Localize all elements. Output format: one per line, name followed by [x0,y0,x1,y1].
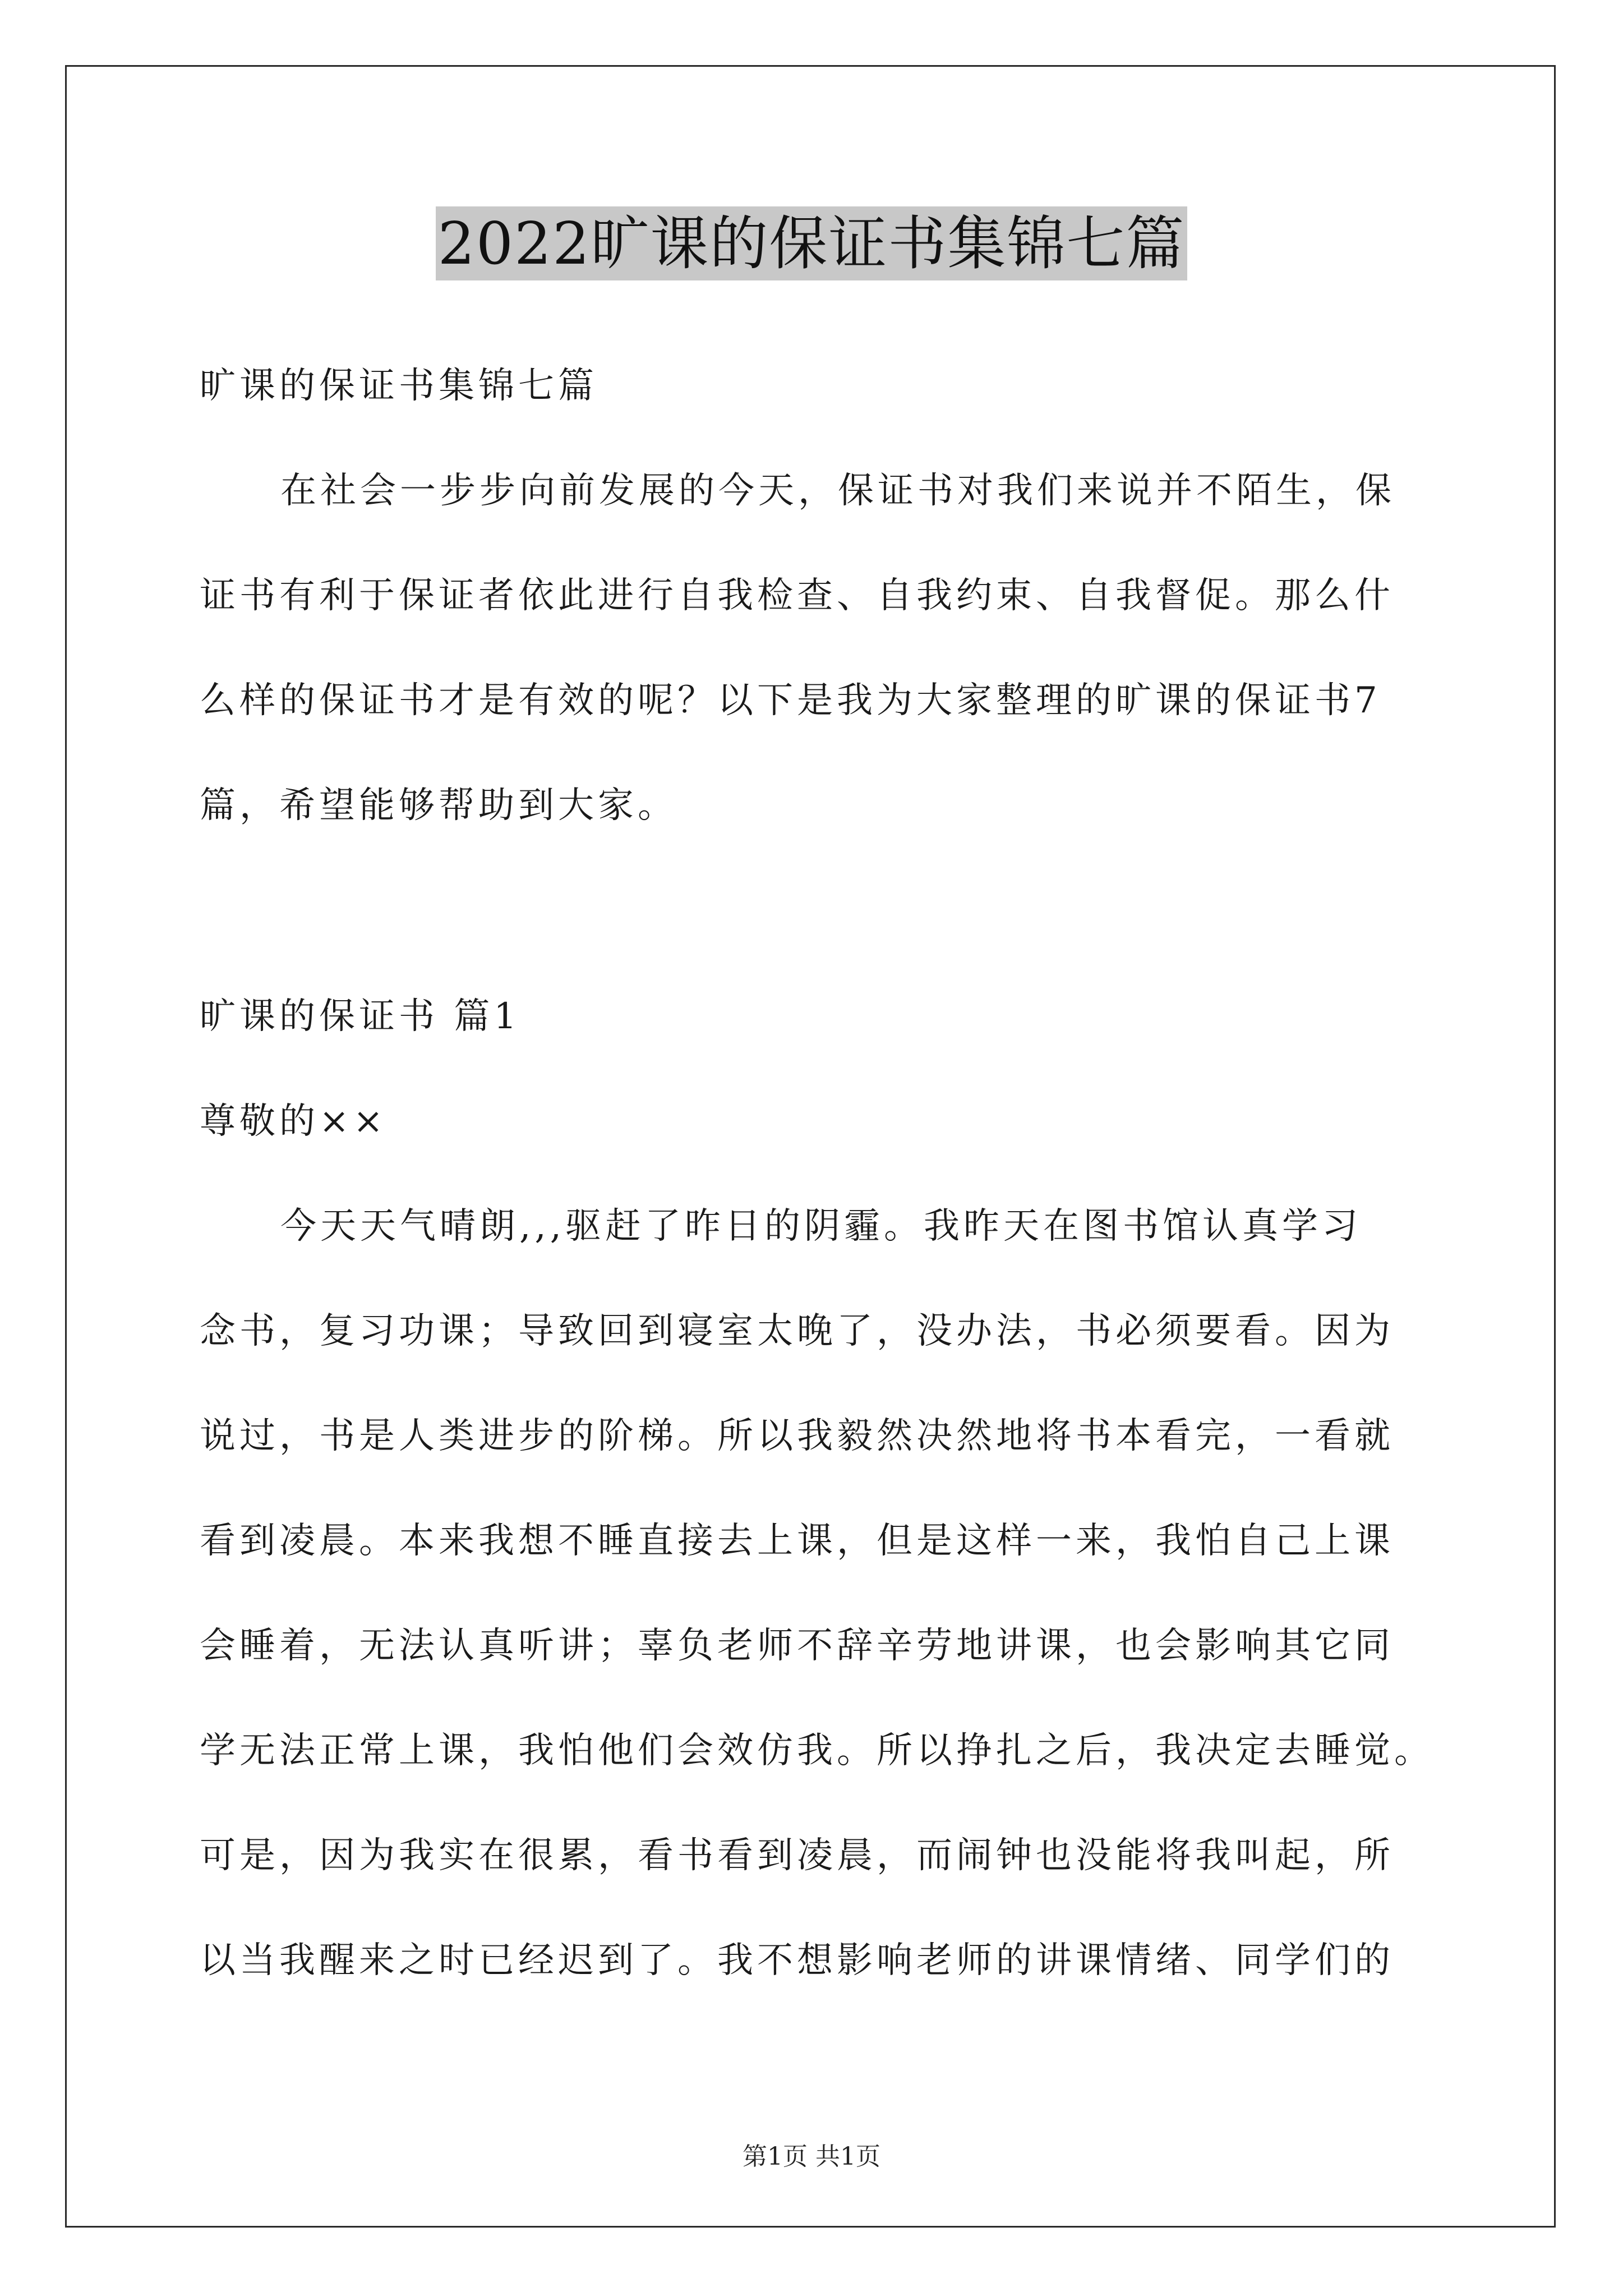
subtitle-line: 旷课的保证书集锦七篇 [200,365,598,407]
document-title: 2022旷课的保证书集锦七篇 [436,206,1188,280]
paragraph-line: 证书有利于保证者依此进行自我检查、自我约束、自我督促。那么什 [200,575,1394,616]
paragraph-line: 以当我醒来之时已经迟到了。我不想影响老师的讲课情绪、同学们的 [200,1940,1394,1981]
paragraph-line: 今天天气晴朗,,,驱赶了昨日的阴霾。我昨天在图书馆认真学习 [280,1205,1362,1247]
paragraph-line: 说过，书是人类进步的阶梯。所以我毅然决然地将书本看完，一看就 [200,1415,1394,1457]
paragraph-line: 学无法正常上课，我怕他们会效仿我。所以挣扎之后，我决定去睡觉。 [200,1730,1434,1772]
section-heading: 旷课的保证书 篇1 [200,996,521,1037]
paragraph-line: 么样的保证书才是有效的呢？以下是我为大家整理的旷课的保证书7 [200,680,1381,721]
paragraph-line: 看到凌晨。本来我想不睡直接去上课，但是这样一来，我怕自己上课 [200,1520,1394,1562]
paragraph-line: 念书，复习功课；导致回到寝室太晚了，没办法，书必须要看。因为 [200,1310,1394,1352]
paragraph-line: 在社会一步步向前发展的今天，保证书对我们来说并不陌生，保 [280,470,1395,512]
title-container [0,206,1623,280]
paragraph-line: 可是，因为我实在很累，看书看到凌晨，而闹钟也没能将我叫起，所 [200,1835,1394,1876]
paragraph-line: 篇，希望能够帮助到大家。 [200,785,677,826]
paragraph-line: 会睡着，无法认真听讲；辜负老师不辞辛劳地讲课，也会影响其它同 [200,1625,1394,1667]
salutation-line: 尊敬的×× [200,1101,388,1142]
page-footer: 第1页 共1页 [743,2142,880,2171]
